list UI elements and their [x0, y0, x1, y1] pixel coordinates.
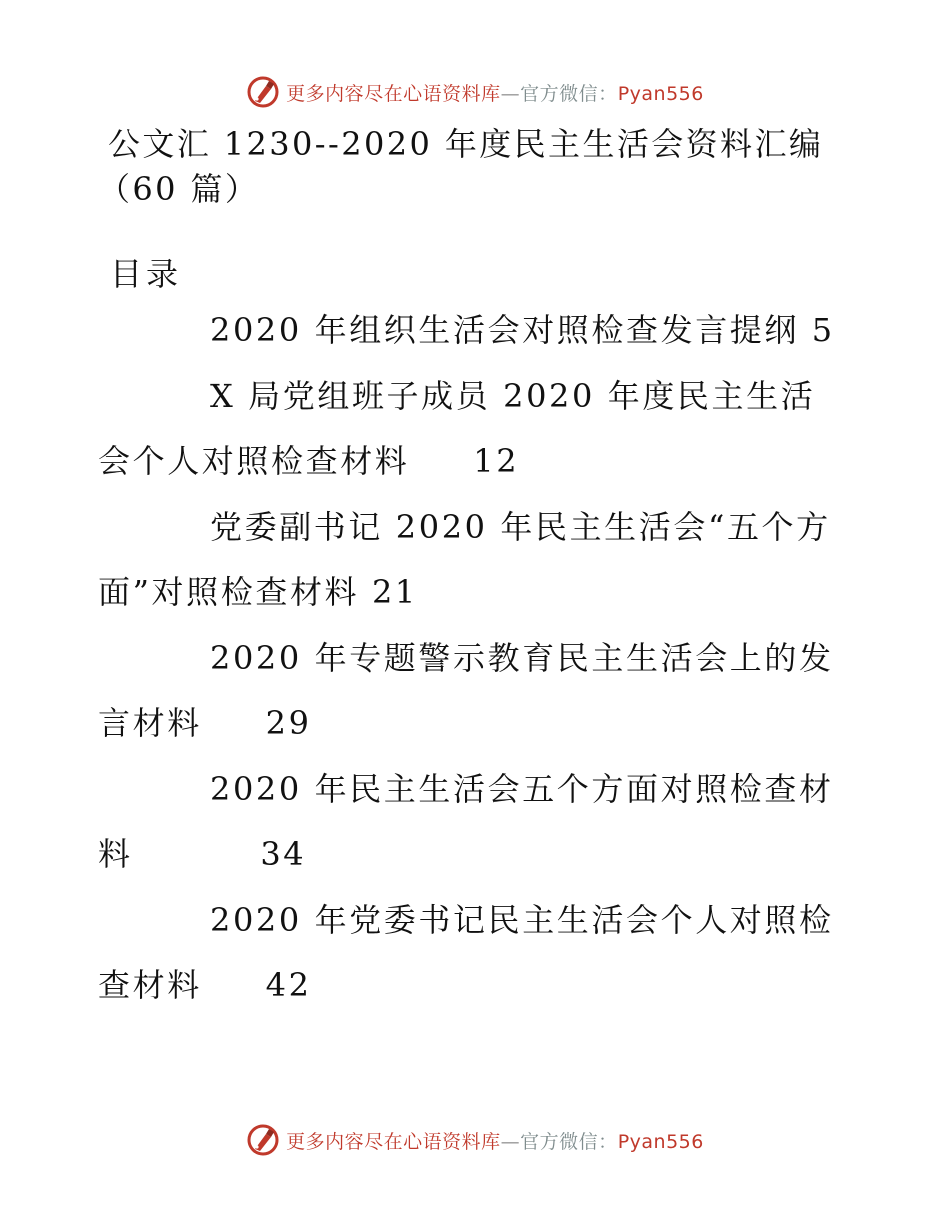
toc-entry-separator — [133, 835, 261, 873]
toc-entry-separator — [409, 442, 473, 480]
toc-entry-title: 2020 年民主生活会五个方面对照检查材料 — [98, 770, 834, 873]
toc-entry-separator — [202, 704, 266, 742]
toc-entry[interactable] — [98, 888, 840, 1018]
toc-entry-page: 21 — [371, 573, 418, 611]
toc-entry-page: 34 — [260, 835, 307, 873]
toc-entry-separator — [202, 966, 266, 1004]
toc-entry[interactable] — [98, 757, 840, 887]
toc-entry-page: 29 — [265, 704, 312, 742]
toc-entry-title: 党委副书记 2020 年民主生活会“五个方面”对照检查材料 — [98, 508, 831, 611]
table-of-contents — [98, 298, 840, 1018]
toc-entry-title: X 局党组班子成员 2020 年度民主生活会个人对照检查材料 — [98, 377, 816, 480]
toc-entry-separator — [799, 311, 812, 349]
toc-entry-title: 2020 年组织生活会对照检查发言提纲 — [210, 311, 800, 349]
toc-entry-page: 42 — [265, 966, 312, 1004]
banner-dash: — — [500, 1130, 521, 1153]
banner-wechat-label: 官方微信： — [520, 1130, 618, 1153]
banner-dash: — — [500, 82, 521, 105]
toc-entry[interactable] — [98, 626, 840, 756]
header-banner — [0, 72, 950, 112]
toc-entry[interactable] — [98, 364, 840, 494]
footer-banner — [0, 1120, 950, 1160]
toc-entry-title: 2020 年党委书记民主生活会个人对照检查材料 — [98, 901, 834, 1004]
toc-entry-page: 12 — [473, 442, 520, 480]
pen-nib-logo-icon — [246, 75, 280, 109]
banner-text: 更多内容尽在心语资料库 — [286, 82, 501, 105]
pen-nib-logo-icon — [246, 1123, 280, 1157]
banner-wechat-id: Pyan556 — [617, 82, 704, 105]
toc-entry-title: 2020 年专题警示教育民主生活会上的发言材料 — [98, 639, 834, 742]
toc-entry-page: 5 — [811, 311, 835, 349]
toc-entry[interactable] — [98, 298, 840, 363]
banner-text: 更多内容尽在心语资料库 — [286, 1130, 501, 1153]
document-title: 公文汇 1230--2020 年度民主生活会资料汇编（60 篇） — [98, 125, 824, 208]
toc-entry[interactable] — [98, 495, 840, 625]
document-body — [98, 122, 840, 1018]
toc-heading: 目录 — [110, 255, 183, 293]
banner-wechat-label: 官方微信： — [520, 82, 618, 105]
banner-wechat-id: Pyan556 — [617, 1130, 704, 1153]
toc-entry-separator — [359, 573, 372, 611]
